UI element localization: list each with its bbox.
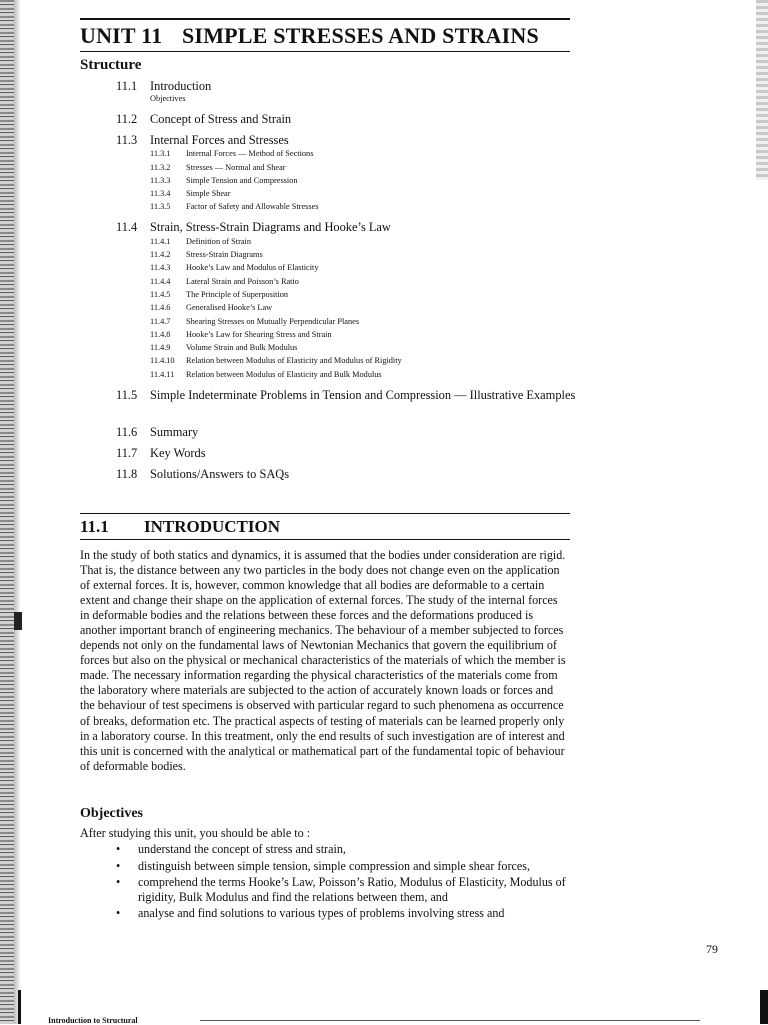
table-of-contents [116, 76, 586, 481]
toc-entry-number: 11.6 [116, 424, 138, 439]
toc-subentry-number: 11.4.2 [150, 250, 171, 260]
section-number: 11.1 [80, 517, 109, 536]
toc-subentry [116, 289, 586, 301]
scan-edge-left [0, 0, 14, 1024]
toc-entry-number: 11.3 [116, 133, 138, 147]
bullet-icon: • [116, 906, 121, 920]
toc-subentry-number: 11.4.3 [150, 263, 171, 273]
toc-objectives: Objectives [150, 94, 186, 103]
toc-subentry [116, 342, 586, 354]
toc-entry [116, 133, 586, 147]
toc-subentry-number: 11.4.6 [150, 303, 171, 313]
page-number: 79 [706, 942, 718, 956]
toc-subentry-title: Relation between Modulus of Elasticity and Modulus of Rigidity [186, 356, 402, 366]
toc-entry-number: 11.1 [116, 79, 138, 93]
toc-entry [116, 388, 586, 418]
unit-title [80, 18, 570, 52]
toc-subentry [116, 162, 586, 174]
toc-subentry-title: Factor of Safety and Allowable Stresses [186, 202, 319, 212]
toc-entry-number: 11.8 [116, 466, 138, 481]
toc-subentry [116, 148, 586, 160]
toc-subentry [116, 262, 586, 274]
toc-entry-title: Key Words [150, 445, 206, 460]
objective-item [116, 859, 576, 874]
toc-subentry-title: Definition of Strain [186, 236, 251, 246]
toc-subentry [116, 369, 586, 381]
toc-entry [116, 425, 586, 439]
toc-entry [116, 220, 586, 234]
toc-subentry-title: Simple Shear [186, 189, 231, 199]
toc-subentry [116, 329, 586, 341]
toc-subentry-title: Stress-Strain Diagrams [186, 250, 263, 260]
toc-subentry-title: Stresses — Normal and Shear [186, 162, 286, 172]
toc-subentry-number: 11.4.10 [150, 356, 175, 366]
unit-title-text: SIMPLE STRESSES AND STRAINS [182, 23, 539, 48]
objective-text: understand the concept of stress and strain, [138, 842, 346, 856]
objective-item [116, 875, 576, 904]
toc-subentry-number: 11.4.1 [150, 236, 171, 246]
toc-subentry-number: 11.4.4 [150, 276, 171, 286]
bullet-icon: • [116, 842, 121, 856]
toc-subentry-title: Simple Tension and Compression [186, 175, 298, 185]
toc-subentry-number: 11.3.4 [150, 189, 171, 199]
toc-subentry [116, 201, 586, 213]
toc-subentry [116, 302, 586, 314]
toc-entry-title: Strain, Stress-Strain Diagrams and Hooke’s Law [150, 220, 391, 235]
objective-text: distinguish between simple tension, simple compression and simple shear forces, [138, 858, 530, 873]
toc-subentry-title: Relation between Modulus of Elasticity and Bulk Modulus [186, 369, 382, 379]
unit-number: UNIT 11 [80, 23, 163, 48]
bullet-icon: • [116, 858, 121, 873]
objective-text: analyse and find solutions to various types of problems involving stress and [138, 906, 505, 920]
objective-item [116, 842, 576, 857]
toc-entry-title: Solutions/Answers to SAQs [150, 466, 290, 481]
toc-entry-title: Concept of Stress and Strain [150, 112, 292, 126]
objectives-heading: Objectives [80, 806, 143, 821]
scan-edge-right-bottom [760, 990, 768, 1024]
toc-subentry [116, 316, 586, 328]
toc-subentry-title: Generalised Hooke’s Law [186, 303, 273, 313]
toc-subentry-number: 11.4.9 [150, 343, 171, 353]
toc-subentry-title: The Principle of Superposition [186, 289, 289, 299]
toc-entry-number: 11.4 [116, 220, 138, 235]
introduction-paragraph: In the study of both statics and dynamics, it is assumed that the bodies under consideration are rigid. That is, the distance between any two particles in the body does not change even on the application of external forces. It is, however, common knowledge that all bodies are deformable to a certain extent and change their shape on the application of external forces. The study of the internal forces in deformable bodies and the relations between these forces and the deformations produced is another important branch of engineering mechanics. The behaviour of a member subjected to forces depends not only on the fundamental laws of Newtonian Mechanics that govern the equilibrium of forces but also on the physical or mechanical characteristics of the materials of which the member is made. The necessary information regarding the physical characteristics of the materials come from the laboratory where materials are subjected to the action of accurately known loads or forces and the behaviour of test specimens is observed with particular regard to such phenomena as occurrence of breaks, deformation etc. The practical aspects of testing of materials can be learned properly only in a laboratory course. In this treatment, only the end results of such investigation are of interest and this unit is concerned with the analytical or mathematical part of the fundamental topic of behaviour of deformable bodies. [80, 548, 566, 773]
toc-entry-title: Simple Indeterminate Problems in Tension and Compression — Illustrative Examples [150, 387, 576, 402]
footer-text: Introduction to Structural [48, 1016, 138, 1025]
toc-entry-number: 11.7 [116, 445, 138, 460]
objectives-lead: After studying this unit, you should be able to : [80, 826, 311, 840]
scan-edge-right [756, 0, 768, 180]
toc-subentry [116, 236, 586, 248]
toc-subentry-number: 11.3.3 [150, 175, 171, 185]
toc-entry-title: Internal Forces and Stresses [150, 133, 289, 147]
bullet-icon: • [116, 875, 121, 889]
section-heading [80, 513, 570, 540]
toc-subentry [116, 175, 586, 187]
toc-subentry-number: 11.4.8 [150, 329, 171, 339]
footer-rule [200, 1020, 700, 1021]
toc-subentry-number: 11.4.5 [150, 289, 171, 299]
toc-entry [116, 467, 586, 481]
toc-entry [116, 446, 586, 460]
toc-subentry-title: Lateral Strain and Poisson’s Ratio [186, 276, 299, 286]
toc-entry [116, 112, 586, 126]
objectives-list [116, 842, 576, 923]
toc-entry [116, 79, 586, 93]
toc-subentry-number: 11.3.2 [150, 162, 171, 172]
toc-subentry-number: 11.3.1 [150, 149, 171, 159]
toc-subentry [116, 188, 586, 200]
toc-subentry-title: Hooke’s Law and Modulus of Elasticity [186, 263, 319, 273]
scan-mark [14, 612, 22, 630]
toc-subentry-number: 11.3.5 [150, 202, 171, 212]
toc-entry-number: 11.5 [116, 387, 138, 402]
toc-subentry-number: 11.4.11 [150, 369, 175, 379]
toc-entry-title: Introduction [150, 79, 212, 93]
scan-edge-shadow [14, 0, 20, 1024]
structure-heading: Structure [80, 57, 142, 73]
toc-entry-number: 11.2 [116, 112, 138, 126]
toc-subentry [116, 249, 586, 261]
objective-item [116, 906, 576, 921]
toc-subentry-title: Shearing Stresses on Mutually Perpendicular Planes [186, 316, 360, 326]
toc-subentry [116, 276, 586, 288]
toc-subentry-title: Internal Forces — Method of Sections [186, 149, 314, 159]
section-title: INTRODUCTION [144, 517, 281, 536]
toc-subentry-title: Hooke’s Law for Shearing Stress and Strain [186, 329, 332, 339]
scan-bar-left [18, 990, 21, 1024]
objective-text: comprehend the terms Hooke’s Law, Poisson’s Ratio, Modulus of Elasticity, Modulus of rigidity, Bulk Modulus and find the relations between them, and [138, 875, 566, 904]
toc-subentry [116, 355, 586, 367]
toc-entry-title: Summary [150, 424, 199, 439]
toc-subentry-title: Volume Strain and Bulk Modulus [186, 343, 298, 353]
toc-subentry-number: 11.4.7 [150, 316, 171, 326]
